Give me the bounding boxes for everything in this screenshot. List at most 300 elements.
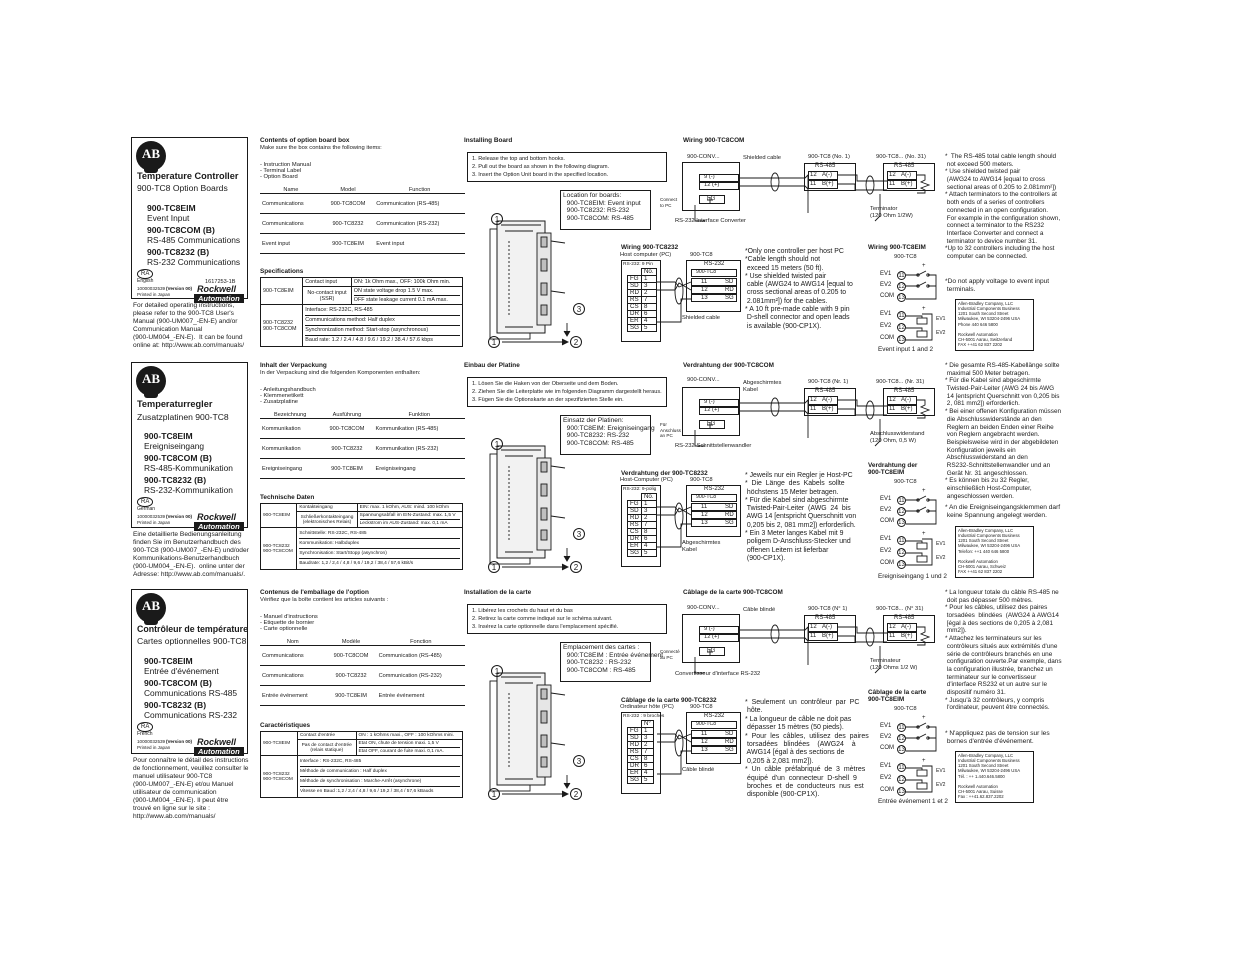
spec-line: Baud rate: 1.2 / 2.4 / 4.8 / 9.6 / 19.2 / 38.4 / 57.6 kbps bbox=[305, 337, 433, 343]
com-cable-label: Abgeschirmtes Kabel bbox=[743, 380, 782, 393]
company-address: Allen-Bradley Company, LLC Industrial Components Business 1201 South Second Street Milwaukee, WI 53204-2496 USA Phone 440 646 5800 Rockwell Automation CH-5001 Aarau, Switzerland FAX ++41 62 837 2202 bbox=[958, 301, 1021, 348]
terminator-label: Terminateur (120 Ohms 1/2 W) bbox=[870, 658, 918, 671]
terminal-signal: RD bbox=[725, 739, 734, 746]
controller-label: 900-TC8 bbox=[894, 479, 917, 485]
printed-label: Printed in Japan bbox=[137, 745, 171, 750]
table-header: Name bbox=[260, 186, 322, 194]
ev-mark-label: EV1 bbox=[936, 316, 946, 322]
section-heading: Câblage de la carte 900-TC8EIM bbox=[868, 689, 927, 704]
terminal-signal: B(+) bbox=[822, 181, 834, 187]
section-heading: Caractéristiques bbox=[260, 722, 311, 729]
table-header: Function bbox=[374, 186, 465, 194]
section-heading: Inhalt der Verpackung bbox=[260, 362, 327, 369]
pin-cell: 1 bbox=[641, 728, 653, 735]
dsub-label: RS-232 : 9 broches bbox=[623, 714, 665, 719]
ab-logo-icon: AB bbox=[136, 366, 166, 396]
controller-31-label: 900-TC8... (No. 31) bbox=[876, 154, 926, 160]
table-cell bbox=[357, 512, 462, 528]
polarity-plus: + bbox=[922, 306, 926, 312]
converter-name: Convertisseur d'interface RS-232 bbox=[675, 671, 761, 677]
callout-3: 3 bbox=[573, 303, 585, 315]
pin-cell: RD bbox=[628, 290, 642, 297]
table-cell: Event input bbox=[260, 234, 322, 254]
spec-line: (elektronisches Relais) bbox=[302, 519, 352, 525]
ev-mark-label: EV2 bbox=[936, 330, 946, 336]
rs485-notes: * Die gesamte RS-485-Kabellänge sollte maximal 500 Meter betragen. * Für die Kabel sind abgeschirmte Twisted-Pair-Leiter (AWG 24 bis AWG 14 [entspricht Querschnitt von 0,205 bis 2, 081 mm2]) erforderlich. * Bei einer offenen Konfiguration müssen die Abschlusswiderstände an den Reglern an beiden Enden einer Reihe von Reglern angebracht werden. Beispielsweise wird in der abgebildeten Konfiguration jeweils ein Abschlusswiderstand an den RS232-Schnittstellenwandler und an Gerät Nr. 31 angeschlossen. * Es können bis zu 32 Regler, einschließlich Host-Computer, angeschlossen werden. bbox=[945, 362, 1062, 500]
company-address: Allen-Bradley Company, LLC Industrial Components Business 1201 South Second Street Milwaukee, WI 53204-2496 USA Tél. : ++ 1.440.646.5800 Rockwell Automation CH-5001 Aarau, Suisse Fax : ++41.62.837.2202 bbox=[958, 753, 1021, 800]
terminator-label: Abschlusswiderstand (120 Ohm, 0,5 W) bbox=[870, 431, 925, 444]
fg-label: FG bbox=[707, 421, 716, 427]
event-terminal-label: EV2 bbox=[880, 507, 892, 513]
pin-cell: SD bbox=[628, 508, 642, 515]
spec-line: Méthode de synchronisation : Marche-Arrêt (asynchrone) bbox=[300, 777, 460, 787]
polarity-plus: + bbox=[922, 488, 926, 494]
pin-cell: 6 bbox=[641, 536, 656, 543]
install-step: 1. Lösen Sie die Haken von der Oberseite und dem Boden. bbox=[472, 381, 619, 387]
table-row bbox=[260, 666, 465, 686]
event-input-note: *Do not apply voltage to event input terminals. bbox=[945, 278, 1050, 293]
model-name: 900-TC8232 (B) bbox=[144, 475, 207, 485]
pin-cell: 7 bbox=[641, 297, 656, 304]
terminal-number: 11 bbox=[810, 406, 817, 412]
callout-1: 1 bbox=[491, 665, 503, 677]
section-heading: Technische Daten bbox=[260, 494, 315, 501]
ev-mark-label: EV1 bbox=[936, 768, 946, 774]
pin-cell: 8 bbox=[641, 304, 656, 311]
terminal-circle: 11 bbox=[898, 765, 905, 771]
table-header-row bbox=[260, 638, 465, 646]
spec-line: No-contact input bbox=[307, 289, 347, 296]
terminal-signal: B(+) bbox=[901, 181, 913, 187]
table-row bbox=[260, 439, 465, 459]
ab-logo-band bbox=[144, 393, 158, 398]
terminal-signal: A(-) bbox=[822, 397, 832, 403]
host-computer-label: Ordinateur hôte (PC) bbox=[620, 704, 674, 710]
terminal-circle: 13 bbox=[898, 520, 905, 526]
terminal-number: 12 bbox=[810, 624, 817, 630]
event-terminal-label: EV2 bbox=[880, 282, 892, 288]
automation-logo: Automation bbox=[194, 294, 244, 303]
spec-line: Synchronisation: Start/Stopp (asynchron) bbox=[299, 549, 460, 559]
terminal-number: 11 bbox=[889, 633, 896, 639]
pin-cell: 6 bbox=[641, 763, 653, 770]
removal-arrows bbox=[492, 548, 582, 578]
version-code: 10000032539 bbox=[137, 514, 166, 519]
controller-31-label: 900-TC8... (N° 31) bbox=[876, 606, 924, 612]
terminal-number: 12 bbox=[810, 397, 817, 403]
table-header: Ausführung bbox=[320, 411, 373, 419]
terminal-signal: SD bbox=[725, 279, 734, 285]
table-cell: Entrée événement bbox=[260, 686, 325, 706]
version-label: (Version 00) bbox=[166, 286, 193, 291]
terminal-signal: A(-) bbox=[901, 172, 911, 178]
table-cell: 900-TC8EIM bbox=[261, 504, 297, 528]
terminal-number: 13 bbox=[701, 520, 708, 527]
rs485-label: RS-485 bbox=[894, 615, 915, 621]
model-description: RS-485-Kommunikation bbox=[144, 463, 233, 473]
model-description: RS-232 Communications bbox=[147, 257, 241, 267]
section-heading: Wiring 900-TC8232 bbox=[621, 244, 679, 251]
terminal-number: 11 bbox=[810, 633, 817, 639]
converter-label: 900-CONV... bbox=[687, 605, 720, 611]
polarity-plus: + bbox=[922, 263, 926, 269]
event-terminal-label: COM bbox=[880, 787, 894, 793]
table-header-row bbox=[260, 411, 465, 419]
ra-badge: RA bbox=[137, 497, 153, 507]
converter-terminal-label: 9 (-) bbox=[704, 174, 715, 180]
install-step: 1. Libérez les crochets du haut et du bas bbox=[472, 608, 573, 614]
contents-item: - Terminal Label bbox=[260, 168, 302, 175]
product-subtitle: Cartes optionnelles 900-TC8 bbox=[137, 636, 247, 646]
section-heading: Specifications bbox=[260, 268, 304, 275]
rs485-label: RS-485 bbox=[894, 388, 915, 394]
removal-arrows bbox=[492, 775, 582, 805]
table-row bbox=[261, 504, 463, 512]
terminal-number: 11 bbox=[701, 279, 708, 285]
terminal-signal: B(+) bbox=[901, 633, 913, 639]
table-row bbox=[260, 459, 465, 479]
section-heading: Wiring 900-TC8EIM bbox=[868, 244, 926, 251]
pin-cell: DR bbox=[628, 763, 642, 770]
table-cell bbox=[297, 740, 356, 756]
block-french bbox=[0, 589, 1235, 819]
manual-reference-note: For detailed operating instructions, please refer to the 900-TC8 User's Manual (900-UM007_-EN-E) and/or Communication Manual (900-UM004_-EN-E). It can be found online at: http://www.ab.com/manuals/ bbox=[133, 302, 245, 350]
converter-label: 900-CONV... bbox=[687, 154, 720, 160]
language-label: German bbox=[137, 506, 156, 512]
rs485-notes: * La longueur totale du câble RS-485 ne doit pas dépasser 500 mètres. * Pour les câbles, utilisez des paires torsadées blindées (AWG24 à AWG14 [égal à des sections de 0,205 à 2,081 mm2]). * Attachez les terminateurs sur les contrôleurs situés aux extrémités d'une série de contrôleurs branchés en une configuration ouverte.Par exemple, dans la configuration illustrée, branchez un terminateur sur le convertisseur d'interface RS232 et un autre sur le dispositif numéro 31. * Jusqu'à 32 contrôleurs, y compris l'ordinateur, peuvent être connectés. bbox=[945, 589, 1062, 712]
model-description: Communications RS-232 bbox=[144, 710, 238, 720]
cable-label: Abgeschirmtes Kabel bbox=[682, 540, 721, 553]
callout-1: 1 bbox=[491, 438, 503, 450]
pin-cell: RD bbox=[628, 515, 642, 522]
event-input-note: * An die Ereigniseingangsklemmen darf keine Spannung angelegt werden. bbox=[945, 504, 1061, 519]
version-code: 10000032539 bbox=[137, 286, 166, 291]
model-description: RS-232-Kommunikation bbox=[144, 485, 233, 495]
terminal-number: 12 bbox=[889, 624, 896, 630]
pin-cell: 4 bbox=[641, 770, 653, 777]
section-heading: Einbau der Platine bbox=[464, 362, 520, 369]
table-row bbox=[260, 234, 465, 254]
model-name: 900-TC8232 (B) bbox=[147, 247, 210, 257]
contents-item: - Etiquette de bornier bbox=[260, 620, 315, 627]
model-name: 900-TC8COM (B) bbox=[144, 453, 212, 463]
pin-cell: 5 bbox=[641, 550, 656, 557]
table-row bbox=[261, 528, 463, 570]
table-row bbox=[261, 305, 463, 347]
polarity-plus: + bbox=[922, 715, 926, 721]
table-cell: ON: 1k Ohm max., OFF: 100k Ohm min. bbox=[351, 278, 462, 287]
event-terminal-label: COM bbox=[880, 518, 894, 524]
callout-3: 3 bbox=[573, 528, 585, 540]
pin-cell: 4 bbox=[641, 318, 656, 325]
table-cell: Kommunikation (RS-232) bbox=[374, 439, 465, 459]
com-cable-label: Shielded cable bbox=[743, 155, 782, 161]
pin-cell: 1 bbox=[641, 501, 656, 508]
terminal-signal: RD bbox=[725, 287, 734, 294]
terminal-circle: 13 bbox=[898, 562, 905, 568]
cable-label: Shielded cable bbox=[682, 315, 721, 321]
model-name: 900-TC8COM (B) bbox=[144, 678, 212, 688]
event-input-caption: Event input 1 and 2 bbox=[878, 346, 934, 353]
converter-label: 900-CONV... bbox=[687, 377, 720, 383]
table-cell bbox=[297, 512, 357, 528]
terminal-signal: SG bbox=[725, 520, 734, 527]
controller-label: 900-TC8 bbox=[690, 252, 713, 258]
table-cell: 900-TC8232 bbox=[322, 214, 375, 234]
dsub-label: RS-232: 9 Pin bbox=[623, 262, 653, 267]
terminal-circle: 13 bbox=[898, 337, 905, 343]
spec-line: Kommunikation: Halbduplex bbox=[299, 539, 460, 549]
spec-line: OFF state leakage current 0.1 mA max. bbox=[353, 297, 448, 303]
pin-cell: SG bbox=[628, 777, 642, 784]
contents-intro: Vérifiez que la boîte contient les articles suivants : bbox=[260, 597, 389, 603]
terminal-number: 11 bbox=[889, 406, 896, 412]
table-cell: Event input bbox=[374, 234, 465, 254]
ab-logo-icon: AB bbox=[136, 141, 166, 171]
table-cell: Communications bbox=[260, 194, 322, 214]
dsub-pin-table bbox=[627, 720, 654, 784]
ra-badge: RA bbox=[137, 722, 153, 732]
model-name: 900-TC8EIM bbox=[144, 656, 193, 666]
terminal-number: 11 bbox=[701, 504, 708, 510]
ev-mark-label: EV2 bbox=[936, 782, 946, 788]
pin-cell: SG bbox=[628, 325, 642, 332]
spec-line: Schnittstelle: RS-232C, RS-485 bbox=[299, 529, 460, 539]
connect-to-pc-label: Connect to PC bbox=[660, 197, 678, 208]
pin-header: No. bbox=[641, 269, 656, 276]
spec-line: Etat ON, chute de tension maxi. 1,5 V bbox=[359, 741, 460, 748]
cable-label: Câble blindé bbox=[682, 767, 715, 773]
terminal-number: 11 bbox=[889, 181, 896, 187]
table-cell: Communications bbox=[260, 646, 325, 666]
table-row bbox=[260, 419, 465, 439]
event-input-caption: Ereigniseingang 1 und 2 bbox=[878, 573, 947, 580]
section-heading: Câblage de la carte 900-TC8COM bbox=[683, 589, 783, 596]
pin-cell: 6 bbox=[641, 311, 656, 318]
callout-3: 3 bbox=[573, 755, 585, 767]
section-heading: Câblage de la carte 900-TC8232 bbox=[621, 697, 717, 704]
install-step: 2. Retirez la carte comme indiqué sur le schéma suivant. bbox=[472, 615, 613, 622]
rs232-wires bbox=[655, 271, 695, 331]
install-step: 1. Release the top and bottom hooks. bbox=[472, 156, 565, 162]
pin-header: N° bbox=[641, 721, 653, 728]
specifications-table bbox=[260, 731, 463, 798]
product-title: Contrôleur de température bbox=[137, 624, 248, 634]
pin-cell: RD bbox=[628, 742, 642, 749]
terminal-circle: 12 bbox=[898, 550, 905, 556]
terminal-circle: 13 bbox=[898, 295, 905, 301]
language-label: English bbox=[137, 278, 154, 284]
table-cell bbox=[351, 287, 462, 305]
contents-item: - Anleitungshandbuch bbox=[260, 387, 316, 393]
version-code: 10000032539 bbox=[137, 739, 166, 744]
pin-cell: 3 bbox=[641, 508, 656, 515]
product-subtitle: 900-TC8 Option Boards bbox=[137, 183, 228, 193]
table-cell: Kommunikation (RS-485) bbox=[374, 419, 465, 439]
table-cell: Communication (RS-232) bbox=[377, 666, 465, 686]
controller-label: 900-TC8 bbox=[690, 477, 713, 483]
converter-terminal-label: 12 (+) bbox=[704, 407, 720, 413]
manual-reference-note: Eine detaillierte Bedienungsanleitung finden Sie im Benutzerhandbuch des 900-TC8 (900-UM007_-EN-E) und/oder Kommunikations-Benutzerhandbuch (900-UM004_-EN-E). online unter der Adresse: http://www.ab.com/manuals/. bbox=[133, 531, 249, 579]
event-terminal-label: EV1 bbox=[880, 723, 892, 729]
terminal-number: 13 bbox=[701, 295, 708, 302]
table-header: Model bbox=[322, 186, 375, 194]
spec-line: Interface : RS-232C, RS-485 bbox=[300, 757, 460, 767]
terminal-number: 12 bbox=[810, 172, 817, 178]
install-step: 2. Ziehen Sie die Leiterplatte wie im folgenden Diagramm dargestellt heraus. bbox=[472, 388, 662, 395]
pin-cell: SG bbox=[628, 550, 642, 557]
model-name: 900-TC8EIM bbox=[144, 431, 193, 441]
spec-line: Communications method: Half duplex bbox=[305, 316, 460, 326]
rs485-label: RS-485 bbox=[815, 615, 836, 621]
rs232-model: 900-TC8 bbox=[696, 721, 717, 727]
spec-line: (SSR) bbox=[319, 295, 335, 302]
ev-mark-label: EV2 bbox=[936, 555, 946, 561]
event-terminal-label: COM bbox=[880, 335, 894, 341]
terminal-signal: SD bbox=[725, 504, 734, 510]
rockwell-logo: Rockwell bbox=[197, 284, 237, 294]
spec-line: Schließerkontakteingang bbox=[300, 514, 354, 520]
pin-cell: 4 bbox=[641, 543, 656, 550]
dsub-pin-table bbox=[627, 268, 657, 332]
terminal-circle: 11 bbox=[898, 725, 905, 731]
table-cell: EIN: max. 1 kOhm, AUS: mind. 100 kOhm bbox=[357, 504, 462, 512]
rs232-model: 900-TC8 bbox=[696, 269, 717, 275]
pin-cell: 8 bbox=[641, 756, 653, 763]
pin-cell: 3 bbox=[641, 735, 653, 742]
spec-line: Spannungsabfall im EIN-Zustand: max. 1,5 V bbox=[360, 513, 460, 520]
event-terminal-label: COM bbox=[880, 745, 894, 751]
rockwell-logo: Rockwell bbox=[197, 737, 237, 747]
rs485-label: RS-485 bbox=[815, 388, 836, 394]
pin-cell: DR bbox=[628, 536, 642, 543]
terminal-circle: 11 bbox=[898, 538, 905, 544]
manual-reference-note: Pour connaître le détail des instructions de fonctionnement, veuillez consulter le manuel utilisateur 900-TC8 (900-UM007_-EN-E) et/ou Manuel utilisateur de communication (900-UM004_-EN-E). Il peut être trouvé en ligne sur le site : http://www.ab.com/manuals/ bbox=[133, 757, 249, 821]
callout-2: 2 bbox=[570, 336, 582, 348]
part-number: 1617253-1B bbox=[205, 279, 236, 285]
model-description: Communications RS-485 bbox=[144, 688, 238, 698]
table-cell: Entrée événement bbox=[377, 686, 465, 706]
table-cell bbox=[297, 756, 462, 798]
terminal-circle: 11 bbox=[898, 313, 905, 319]
contents-table bbox=[260, 638, 465, 706]
printed-label: Printed in Japan bbox=[137, 292, 171, 297]
language-label: French bbox=[137, 731, 153, 737]
connect-to-pc-label: Für Anschluss an PC bbox=[660, 422, 681, 438]
company-address: Allen-Bradley Company, LLC Industrial Components Business 1201 South Second Street Milwaukee, WI 53204-2496 USA Telefon: ++1 440 646 5800 Rockwell Automation CH-5001 Aarau, Schweiz FAX ++41 62 837 2202 bbox=[958, 528, 1021, 575]
table-cell: 900-TC8COM bbox=[320, 419, 373, 439]
section-heading: Verdrahtung der 900-TC8EIM bbox=[868, 462, 918, 477]
table-row bbox=[260, 686, 465, 706]
rs485-label: RS-485 bbox=[894, 163, 915, 169]
terminal-signal: RD bbox=[725, 512, 734, 519]
table-row bbox=[261, 756, 463, 798]
install-step: 3. Insérez la carte optionnelle dans l'emplacement spécifié. bbox=[472, 623, 619, 630]
table-header: Fonction bbox=[377, 638, 465, 646]
converter-terminal-label: 12 (+) bbox=[704, 634, 720, 640]
pin-cell: ER bbox=[628, 543, 642, 550]
ev-mark-label: EV1 bbox=[936, 541, 946, 547]
section-heading: Contents of option board box bbox=[260, 137, 350, 144]
removal-arrows bbox=[492, 323, 582, 353]
pin-cell: 5 bbox=[641, 325, 656, 332]
pin-cell: DR bbox=[628, 311, 642, 318]
contents-table bbox=[260, 411, 465, 479]
controller-1-label: 900-TC8 (N° 1) bbox=[808, 606, 848, 612]
table-row bbox=[260, 646, 465, 666]
pin-cell: FG bbox=[628, 276, 642, 283]
terminal-circle: 12 bbox=[898, 736, 905, 742]
ab-logo-icon: AB bbox=[136, 593, 166, 623]
table-cell: Kontakteingang bbox=[297, 504, 357, 512]
contents-item: - Option Board bbox=[260, 174, 298, 181]
polarity-plus: + bbox=[922, 758, 926, 764]
table-cell: Contact input bbox=[303, 278, 352, 287]
callout-2: 2 bbox=[570, 561, 582, 573]
pin-cell: SD bbox=[628, 283, 642, 290]
table-cell: Contact d'entrée bbox=[297, 732, 356, 740]
model-name: 900-TC8EIM bbox=[147, 203, 196, 213]
version-label: (Version 00) bbox=[166, 739, 193, 744]
spec-line: Vitesse en Baud :1,2 / 2,4 / 4,8 / 9,6 / 19,2 / 38,4 / 57,6 kBauds bbox=[299, 789, 434, 794]
callout-1: 1 bbox=[488, 561, 500, 573]
event-input-note: * N'appliquez pas de tension sur les bornes d'entrée d'événement. bbox=[945, 730, 1050, 745]
section-heading: Installing Board bbox=[464, 137, 513, 144]
event-input-caption: Entrée événement 1 et 2 bbox=[878, 798, 948, 805]
spec-line: (relais statique) bbox=[310, 747, 344, 753]
table-cell: 900-TC8232 900-TC8COM bbox=[261, 305, 303, 347]
callout-2: 2 bbox=[570, 788, 582, 800]
rs485-wires bbox=[675, 613, 935, 693]
terminal-signal: A(-) bbox=[822, 172, 832, 178]
rs232-label: RS-232 bbox=[704, 486, 725, 492]
printed-label: Printed in Japan bbox=[137, 520, 171, 525]
table-cell: Communications bbox=[260, 214, 322, 234]
event-terminal-label: COM bbox=[880, 560, 894, 566]
table-cell: 900-TC8EIM bbox=[261, 732, 298, 756]
terminal-signal: A(-) bbox=[822, 624, 832, 630]
terminal-signal: B(+) bbox=[822, 406, 834, 412]
pin-row bbox=[628, 325, 657, 332]
table-cell: Communication (RS-232) bbox=[374, 214, 465, 234]
callout-1: 1 bbox=[491, 213, 503, 225]
controller-label: 900-TC8 bbox=[894, 706, 917, 712]
contents-table bbox=[260, 186, 465, 254]
terminal-signal: SD bbox=[725, 731, 734, 737]
rs232-notes: * Jeweils nur ein Regler je Host-PC * Die Länge des Kabels sollte höchstens 15 Meter betragen. * Für die Kabel sind abgeschirmte Twisted-Pair-Leiter (AWG 24 bis AWG 14 [entspricht Querschnitt von 0,205 bis 2, 081 mm2]) erforderlich. * Ein 3 Meter langes Kabel mit 9 poligem D-Anschluss-Stecker und offenen Leitern ist lieferbar (900-CP1X). bbox=[745, 472, 857, 562]
terminal-circle: 12 bbox=[898, 325, 905, 331]
spec-line: Leckstrom im AUS-Zustand: max. 0,1 mA bbox=[359, 521, 448, 526]
table-cell: ON : 1 kOhms maxi., OFF : 100 kOhms mini. bbox=[356, 732, 462, 740]
table-cell: 900-TC8EIM bbox=[322, 234, 375, 254]
contents-item: - Zusatzplatine bbox=[260, 399, 299, 406]
install-step: 3. Fügen Sie die Optionskarte an der spezifizierten Stelle ein. bbox=[472, 396, 624, 403]
table-cell: 900-TC8EIM bbox=[261, 278, 303, 305]
table-row bbox=[260, 194, 465, 214]
specifications-table bbox=[260, 277, 463, 347]
terminal-number: 11 bbox=[810, 181, 817, 187]
event-terminal-label: EV1 bbox=[880, 311, 892, 317]
table-cell: Communications bbox=[260, 666, 325, 686]
spec-line: Baudrate: 1,2 / 2,4 / 4,8 / 9,6 / 19,2 / 38,4 / 57,6 kBit/s bbox=[299, 561, 414, 566]
install-step: 3. Insert the Option Unit board in the specified location. bbox=[472, 171, 609, 178]
table-row bbox=[261, 278, 463, 287]
converter-name: RS-232 Interface Converter bbox=[675, 218, 746, 224]
pin-cell: 7 bbox=[641, 749, 653, 756]
rockwell-logo: Rockwell bbox=[197, 512, 237, 522]
pin-cell: FG bbox=[628, 728, 642, 735]
event-terminal-label: EV1 bbox=[880, 496, 892, 502]
